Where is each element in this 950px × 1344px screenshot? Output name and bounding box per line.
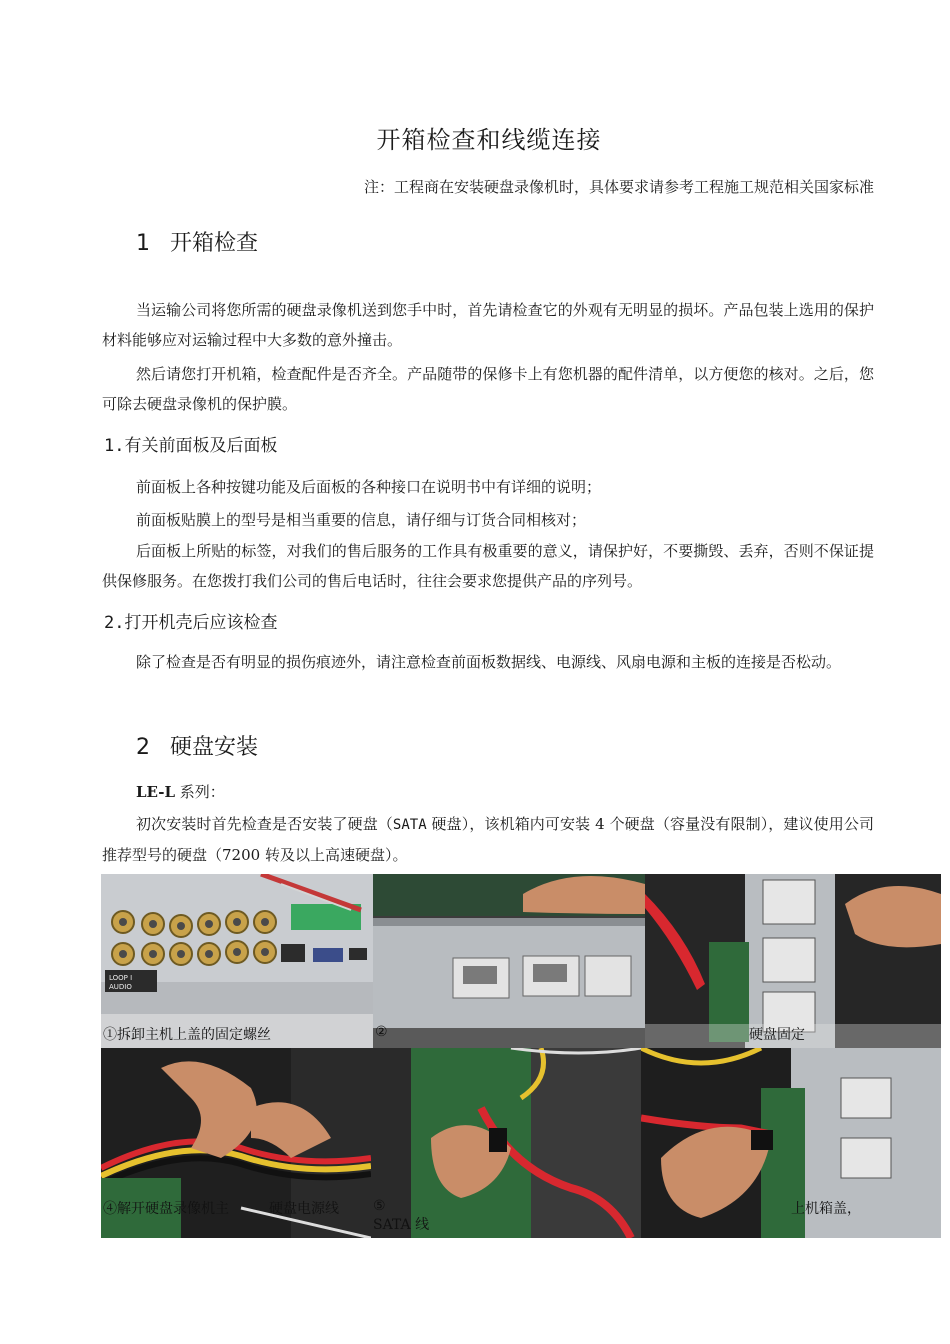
section-1-heading bbox=[136, 226, 258, 257]
svg-text:LOOP I: LOOP I bbox=[109, 974, 133, 982]
installation-photo-grid bbox=[101, 874, 941, 1238]
photo-caption: ② bbox=[375, 1024, 388, 1040]
series-suffix: 系列： bbox=[175, 783, 225, 801]
caption-part: ④解开硬盘录像机主 bbox=[103, 1201, 229, 1217]
standards-note: 注：工程商在安装硬盘录像机时，具体要求请参考工程施工规范相关国家标准 bbox=[363, 178, 874, 196]
paragraph-text: 初次安装时首先检查是否安装了硬盘（ bbox=[136, 815, 393, 833]
page-title: 开箱检查和线缆连接 bbox=[376, 126, 602, 154]
paragraph: 当运输公司将您所需的硬盘录像机送到您手中时，首先请检查它的外观有无明显的损坏。产品包装上选用的保护材料能够应对运输过程中大多数的意外撞击。 bbox=[102, 301, 874, 349]
subsection-heading bbox=[104, 608, 277, 633]
photo-caption: 硬盘固定 bbox=[749, 1027, 805, 1043]
section-number: 2 bbox=[136, 735, 150, 760]
subsection-title: 有关前面板及后面板 bbox=[124, 436, 278, 456]
photo-hdd-fixing bbox=[645, 874, 941, 1048]
series-label: LE-L bbox=[136, 783, 176, 801]
hdd-bracket-image bbox=[373, 874, 645, 1048]
section-title: 硬盘安装 bbox=[170, 735, 259, 760]
caption-part: ⑤ bbox=[373, 1198, 386, 1214]
photo-hdd-connect bbox=[641, 1048, 941, 1238]
caption-part: 硬盘电源线 bbox=[269, 1201, 339, 1217]
paragraph: 然后请您打开机箱，检查配件是否齐全。产品随带的保修卡上有您机器的配件清单，以方便您的核对。之后，您可除去硬盘录像机的保护膜。 bbox=[102, 365, 874, 413]
caption-part: SATA 线 bbox=[373, 1217, 430, 1233]
section-number: 1 bbox=[136, 231, 150, 256]
paragraph: 后面板上所贴的标签，对我们的售后服务的工作具有极重要的意义，请保护好，不要撕毁、丢弃，否则不保证提供保修服务。在您拨打我们公司的售后电话时，往往会要求您提供产品的序列号。 bbox=[102, 542, 874, 590]
paragraph: 前面板上各种按键功能及后面板的各种接口在说明书中有详细的说明； bbox=[136, 478, 602, 496]
photo-caption: ①拆卸主机上盖的固定螺丝 bbox=[103, 1027, 271, 1043]
paragraph-text: 硬盘），该机箱内可安装 4 个硬盘（容量没有限制），建议使用公司推荐型号的硬盘（7200 转及以上高速硬盘）。 bbox=[102, 815, 874, 864]
svg-text:AUDIO: AUDIO bbox=[109, 983, 132, 991]
subsection-heading bbox=[104, 431, 277, 456]
subsection-number: 2. bbox=[104, 613, 125, 633]
photo-power-cable bbox=[101, 1048, 371, 1238]
sata-term: SATA bbox=[392, 817, 427, 833]
section-2-heading bbox=[136, 730, 258, 761]
paragraph: 前面板贴膜上的型号是相当重要的信息，请仔细与订货合同相核对； bbox=[136, 511, 587, 529]
paragraph bbox=[102, 809, 874, 870]
photo-hdd-bracket bbox=[373, 874, 645, 1048]
photo-sata-cable bbox=[371, 1048, 641, 1238]
photo-caption: 上机箱盖， bbox=[791, 1201, 861, 1217]
series-line bbox=[102, 777, 874, 807]
subsection-number: 1. bbox=[104, 436, 125, 456]
photo-rear-panel bbox=[101, 874, 373, 1048]
rear-panel-image bbox=[101, 874, 373, 1048]
hdd-fixing-image bbox=[645, 874, 941, 1048]
section-title: 开箱检查 bbox=[170, 231, 259, 256]
subsection-title: 打开机壳后应该检查 bbox=[124, 613, 278, 633]
photo-caption bbox=[103, 1198, 339, 1218]
photo-caption bbox=[373, 1198, 429, 1234]
paragraph: 除了检查是否有明显的损伤痕迹外，请注意检查前面板数据线、电源线、风扇电源和主板的连接是否松动。 bbox=[136, 653, 842, 671]
